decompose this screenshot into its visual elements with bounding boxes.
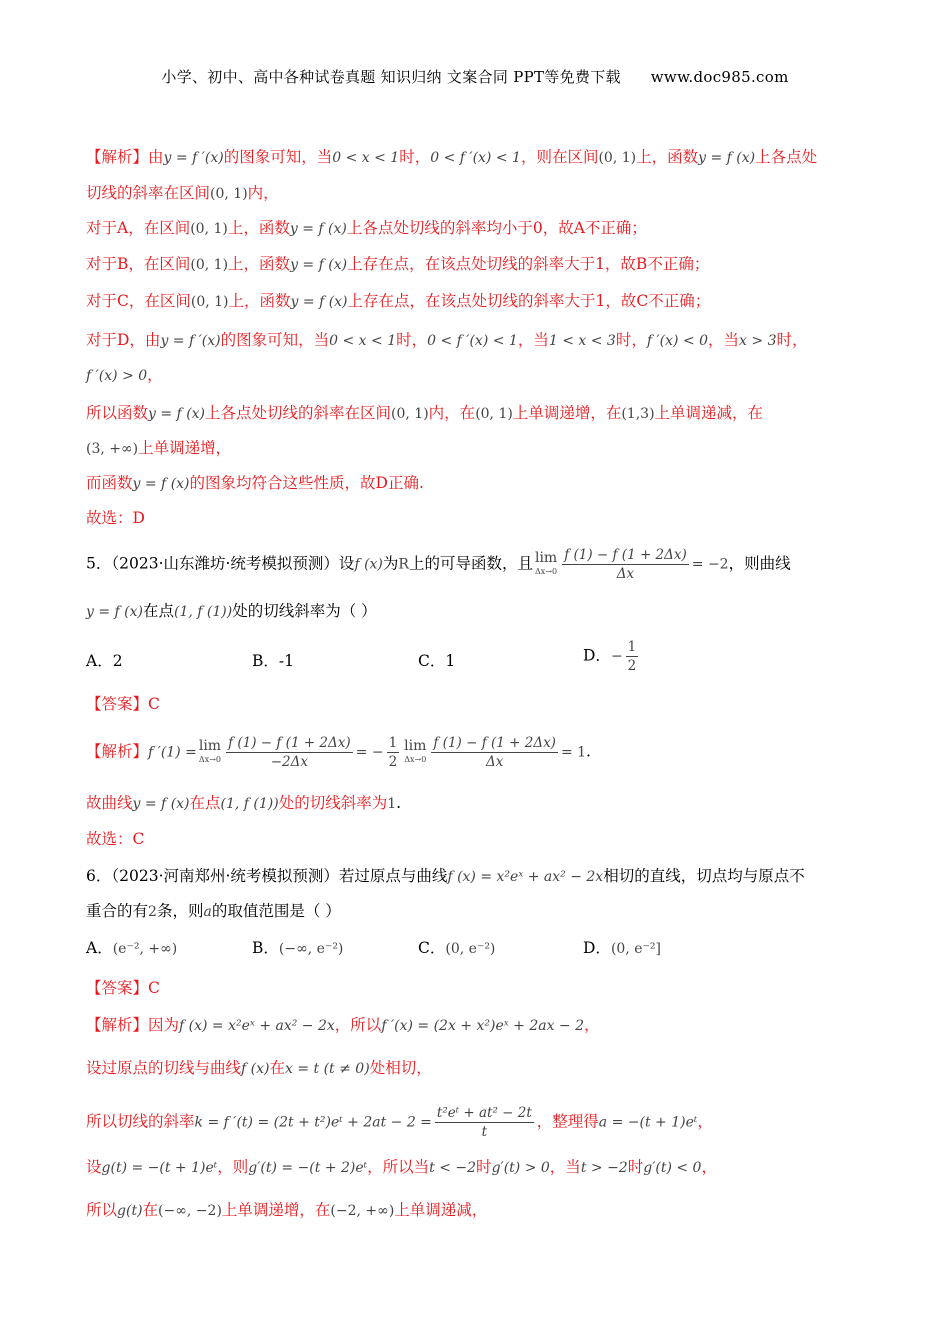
math: g′(t) > 0 (491, 1160, 550, 1176)
math: y = f (x) (698, 150, 756, 166)
page-header (0, 66, 950, 87)
math: 2 (148, 904, 157, 920)
text: 的取值范围是（ ） (211, 902, 341, 920)
option-label: D． (583, 646, 611, 665)
text: 条，则 (156, 902, 204, 920)
numerator: f (1) − f (1 + 2Δx) (228, 735, 351, 751)
q6-option-b[interactable] (252, 935, 343, 962)
q4-analysis-line-2 (86, 180, 279, 207)
text: ，当 (517, 331, 549, 349)
text: ， (584, 1016, 600, 1034)
text: 所以 (86, 1201, 118, 1219)
text: 而函数 (86, 474, 133, 492)
text: 上单调递增，在 (512, 404, 622, 422)
text: 上各点处 (755, 148, 818, 166)
limit (404, 739, 426, 767)
fraction (626, 638, 639, 675)
option-value: (−∞, e⁻²) (278, 941, 344, 957)
math: (0, 1) (190, 257, 229, 273)
q4-option-a-analysis (86, 215, 647, 242)
math: 0 < x < 1 (329, 333, 397, 349)
q5-stem-line-2 (86, 598, 377, 625)
text: 上，函数 (228, 255, 291, 273)
text: 在点 (143, 602, 175, 620)
q6-answer: 【答案】C (86, 979, 160, 997)
q4-so-line (86, 400, 763, 427)
text: 切线的斜率在区间 (86, 184, 211, 202)
math: − (610, 648, 623, 665)
q5-option-b[interactable]: B．-1 (252, 652, 294, 670)
math: (0, 1) (190, 294, 229, 310)
math: a (203, 904, 212, 920)
q6-analysis-line-2 (86, 1055, 432, 1082)
text: ，所以当 (367, 1158, 430, 1176)
math: (0, 1) (391, 406, 429, 422)
math: (0, 1) (210, 186, 248, 202)
math: f ′(1) = (148, 744, 197, 761)
math: k = f ′(t) = (2t + t²)eᵗ + 2at − 2 = (194, 1114, 432, 1131)
option-label: D． (583, 939, 611, 957)
text: ， (147, 366, 163, 384)
text: 所以切线的斜率 (86, 1112, 195, 1131)
text: 时， (399, 148, 431, 166)
q6-option-c[interactable] (418, 935, 495, 962)
text: 时， (776, 331, 808, 349)
math: (3, +∞) (86, 441, 139, 457)
text: 的图象可知，当 (220, 331, 330, 349)
text: 时 (627, 1158, 644, 1176)
question-number: 5． (86, 554, 112, 573)
math: 1 (387, 796, 397, 812)
header-site-text: 小学、初中、高中各种试卷真题 知识归纳 文案合同 PPT等免费下载 (161, 68, 621, 86)
question-number: 6． (86, 867, 112, 885)
lim-sub: Δx→0 (404, 754, 427, 764)
analysis-tag: 【解析】 (86, 742, 149, 761)
math: y = f ′(x) (163, 150, 224, 166)
math: g′(t) = −(t + 2)eᵗ (248, 1160, 368, 1176)
math: x > 3 (739, 333, 777, 349)
math: (−2, +∞) (330, 1203, 395, 1219)
q5-choice: 故选：C (86, 830, 145, 848)
math: f (x) = x²eˣ + ax² − 2x (179, 1018, 335, 1034)
q4-analysis-line-1 (86, 144, 817, 171)
math: = 1 (560, 744, 587, 761)
q5-analysis (86, 734, 591, 771)
q4-choice: 故选：D (86, 509, 145, 527)
text: 上单调递增， (138, 439, 232, 457)
fraction (431, 734, 558, 771)
q5-option-d[interactable] (583, 638, 641, 675)
numerator: 1 (627, 639, 637, 655)
math: a = −(t + 1)eᵗ (598, 1114, 698, 1131)
text: 在 (142, 1201, 159, 1219)
text: 对于D，由 (86, 331, 161, 349)
text: 处的切线斜率为 (278, 794, 388, 812)
option-label: B． (252, 939, 279, 957)
text: 上，函数 (636, 148, 699, 166)
text: 上单调递减， (394, 1201, 488, 1219)
math: (1, f (1)) (220, 796, 279, 812)
q5-conclusion (86, 790, 401, 817)
option-value: (0, e⁻²) (445, 941, 496, 957)
lim-text: lim (534, 549, 558, 566)
numerator: f (1) − f (1 + 2Δx) (564, 547, 687, 563)
text: （2023·山东潍坊·统考模拟预测）设 (111, 554, 355, 573)
fraction (387, 734, 400, 771)
math: (−∞, −2) (158, 1203, 222, 1219)
text: ，整理得 (536, 1112, 599, 1131)
q5-stem-line-1 (86, 546, 791, 583)
option-value: (0, e⁻²] (610, 941, 661, 957)
limit (199, 739, 221, 767)
q4-so-line-cont (86, 435, 231, 462)
math: = − (355, 744, 384, 761)
text: ，所以 (334, 1016, 382, 1034)
math: 0 < x < 1 (332, 150, 400, 166)
q6-analysis-line-5 (86, 1197, 487, 1224)
q6-stem-line-1 (86, 863, 805, 890)
q5-option-a[interactable]: A．2 (86, 652, 123, 670)
q4-option-d-analysis-cont (86, 362, 163, 389)
lim-text: lim (404, 737, 427, 754)
option-label: C． (418, 939, 446, 957)
q4-conclusion (86, 470, 424, 497)
text: 时， (396, 331, 428, 349)
text: 的图象可知，当 (223, 148, 333, 166)
text: 在 (269, 1059, 285, 1077)
analysis-tag: 【解析】 (86, 1016, 149, 1034)
denominator: Δx (485, 754, 504, 770)
math: x = t (t ≠ 0) (284, 1061, 370, 1077)
q5-answer: 【答案】C (86, 695, 160, 713)
math: 0 < f ′(x) < 1 (430, 150, 521, 166)
text: 上各点处切线的斜率在区间 (205, 404, 392, 422)
text: 所以函数 (86, 404, 149, 422)
denominator: t (481, 1124, 488, 1140)
math: (0, 1) (475, 406, 513, 422)
q6-analysis-line-3 (86, 1104, 713, 1141)
math: y = f (x) (132, 796, 190, 812)
text: ，则曲线 (728, 554, 791, 573)
text: 因为 (148, 1016, 180, 1034)
math: 0 < f ′(x) < 1 (427, 333, 518, 349)
text: 上单调递增，在 (221, 1201, 331, 1219)
math: 1 < x < 3 (548, 333, 616, 349)
math: (0, 1) (598, 150, 637, 166)
text: 上单调递减，在 (654, 404, 764, 422)
option-value: (e⁻², +∞) (112, 941, 178, 957)
q4-option-c-analysis (86, 288, 710, 315)
text: . (586, 742, 591, 761)
text: 处相切， (369, 1059, 432, 1077)
text: . (396, 794, 402, 812)
numerator: t²eᵗ + at² − 2t (436, 1105, 532, 1121)
math: f ′(x) > 0 (86, 368, 148, 384)
lim-sub: Δx→0 (198, 754, 221, 764)
text: 在点 (189, 794, 221, 812)
q5-option-c[interactable]: C．1 (418, 652, 456, 670)
option-label: A． (86, 939, 113, 957)
math: (1, f (1)) (174, 604, 233, 620)
math: y = f (x) (290, 257, 348, 273)
text: 时， (615, 331, 647, 349)
math: y = f (x) (289, 221, 347, 237)
text: 为 (382, 554, 399, 573)
math: t < −2 (429, 1160, 477, 1176)
text: 相切的直线，切点均与原点不 (603, 867, 805, 885)
math: f (x) (354, 556, 383, 573)
analysis-tag: 【解析】 (86, 148, 149, 166)
text: ， (701, 1158, 717, 1176)
text: ，则在区间 (520, 148, 599, 166)
text: 故曲线 (86, 794, 133, 812)
text: ， (697, 1112, 713, 1131)
text: ，当 (708, 331, 740, 349)
fraction (562, 546, 689, 583)
denominator: Δx (616, 566, 635, 582)
math: g(t) (117, 1203, 143, 1219)
text: 时 (476, 1158, 492, 1176)
text: 设过原点的切线与曲线 (86, 1059, 242, 1077)
math: (1,3) (621, 406, 655, 422)
math: t > −2 (580, 1160, 628, 1176)
text: 的图象均符合这些性质，故D正确. (189, 474, 424, 492)
lim-text: lim (198, 737, 222, 754)
text: 对于A，在区间 (86, 219, 191, 237)
math: R (398, 556, 409, 573)
q6-option-d[interactable] (583, 935, 661, 962)
text: 对于C，在区间 (86, 292, 191, 310)
denominator: 2 (388, 754, 398, 770)
text: 上存在点，在该点处切线的斜率大于1，故C不正确； (347, 292, 711, 310)
denominator: −2Δx (270, 754, 308, 770)
text: 上，函数 (227, 219, 290, 237)
q6-analysis-line-4 (86, 1154, 717, 1181)
q4-option-d-analysis (86, 327, 808, 354)
math: g(t) = −(t + 1)eᵗ (101, 1160, 218, 1176)
text: 上各点处切线的斜率均小于0，故A不正确； (346, 219, 647, 237)
math: y = f (x) (86, 604, 143, 620)
math: f (x) = x²eˣ + ax² − 2x (447, 869, 604, 885)
numerator: 1 (388, 735, 398, 751)
text: （2023·河南郑州·统考模拟预测）若过原点与曲线 (111, 867, 448, 885)
text: 由 (148, 148, 164, 166)
math: f (x) (241, 1061, 270, 1077)
header-url[interactable]: www.doc985.com (650, 68, 789, 86)
numerator: f (1) − f (1 + 2Δx) (433, 735, 556, 751)
math: f ′(x) < 0 (646, 333, 709, 349)
q6-stem-line-2 (86, 898, 341, 925)
math: y = f (x) (290, 294, 348, 310)
math: f ′(x) = (2x + x²)eˣ + 2ax − 2 (381, 1018, 585, 1034)
text: 上的可导函数，且 (408, 554, 533, 573)
text: 处的切线斜率为（ ） (232, 602, 377, 620)
text: 上存在点，在该点处切线的斜率大于1，故B不正确； (347, 255, 710, 273)
text: 内，在 (428, 404, 476, 422)
q6-option-a[interactable] (86, 935, 177, 962)
text: ，则 (217, 1158, 249, 1176)
q6-analysis-line-1 (86, 1012, 600, 1039)
text: 重合的有 (86, 902, 149, 920)
math: g′(t) < 0 (643, 1160, 702, 1176)
math: y = f (x) (148, 406, 206, 422)
fraction (435, 1104, 534, 1141)
q4-option-b-analysis (86, 251, 709, 278)
text: 上，函数 (228, 292, 291, 310)
math: (0, 1) (190, 221, 228, 237)
math: = −2 (691, 556, 729, 573)
limit (535, 551, 557, 579)
denominator: 2 (627, 658, 637, 674)
math: y = f ′(x) (160, 333, 221, 349)
lim-sub: Δx→0 (535, 566, 558, 576)
math: y = f (x) (132, 476, 190, 492)
text: 对于B，在区间 (86, 255, 191, 273)
text: 设 (86, 1158, 102, 1176)
text: ，当 (549, 1158, 581, 1176)
fraction (226, 734, 353, 771)
text: 内， (247, 184, 279, 202)
